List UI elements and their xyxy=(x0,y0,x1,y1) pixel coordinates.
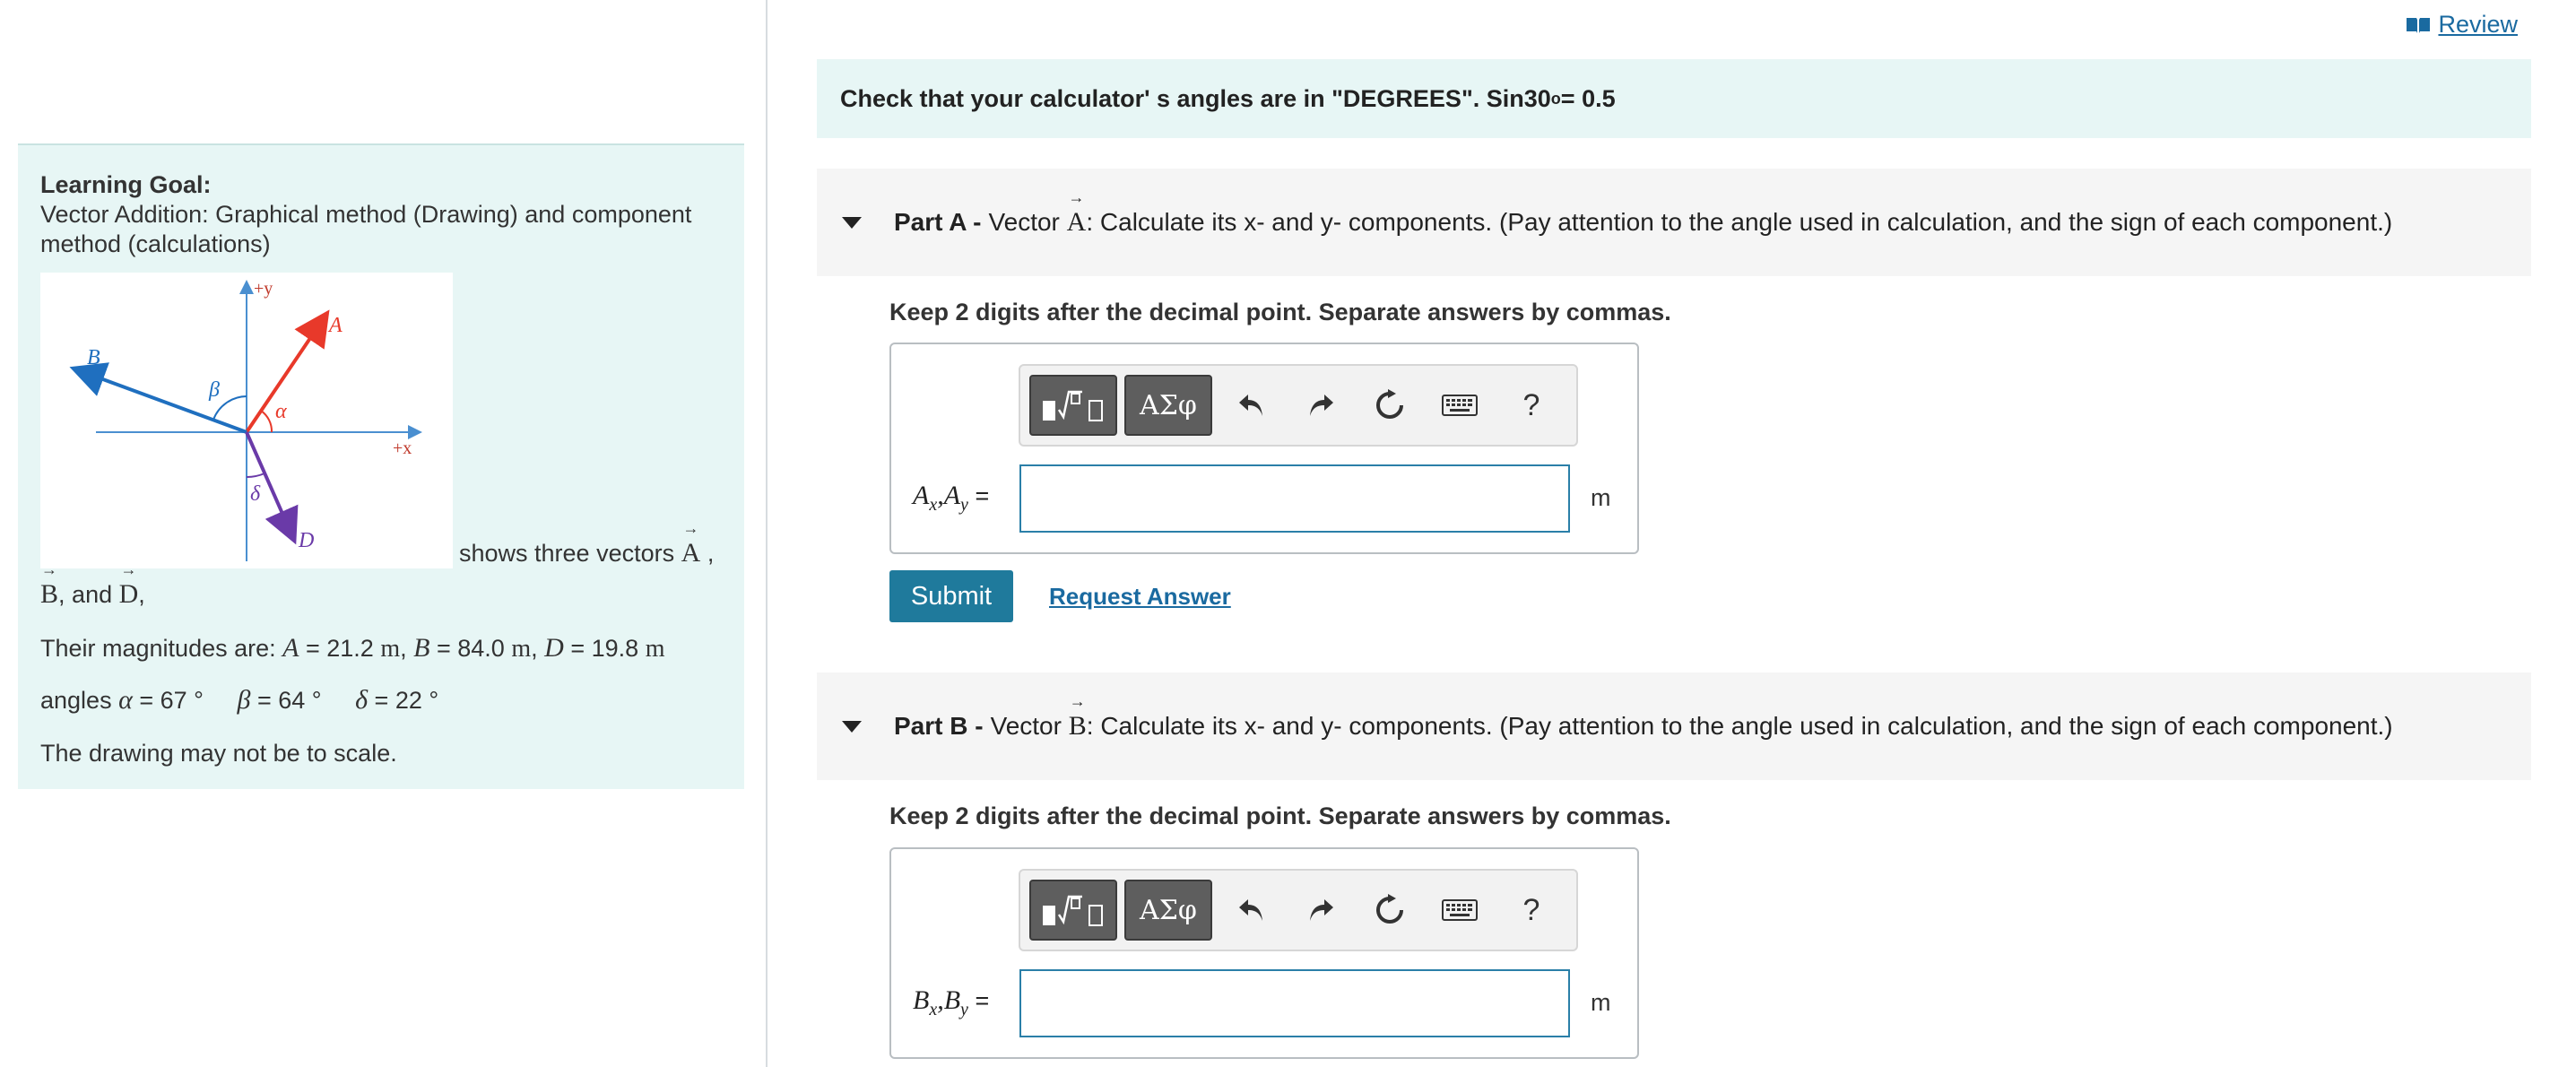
inline-vector-b: → B xyxy=(40,579,58,609)
beta-label: β xyxy=(209,378,220,402)
mag-b-symbol: B xyxy=(413,633,430,663)
caret-down-icon[interactable] xyxy=(842,721,862,733)
and-text: and xyxy=(72,581,113,608)
part-b-equals: = xyxy=(975,987,990,1014)
part-b-header[interactable] xyxy=(817,672,2531,780)
reset-icon[interactable] xyxy=(1363,378,1417,432)
mag-a-value: = 21.2 xyxy=(306,635,374,662)
alpha-label: α xyxy=(275,400,287,423)
mag-a-unit: m xyxy=(380,635,401,663)
help-icon[interactable]: ? xyxy=(1522,387,1540,422)
alpha-arc xyxy=(261,411,272,432)
beta-symbol: β xyxy=(237,685,251,715)
part-a-sub2: y xyxy=(960,495,968,515)
degrees-notice xyxy=(817,59,2531,138)
mag-d-symbol: D xyxy=(544,633,564,663)
comma-5: , xyxy=(531,635,538,662)
plus-y-label: +y xyxy=(254,279,273,299)
review-label[interactable]: Review xyxy=(2438,11,2518,38)
comma-4: , xyxy=(400,635,407,662)
mag-d-unit: m xyxy=(645,635,665,663)
keyboard-icon[interactable] xyxy=(1433,883,1487,937)
learning-goal-title: Learning Goal: xyxy=(40,171,212,198)
help-icon[interactable]: ? xyxy=(1522,892,1540,927)
delta-symbol: δ xyxy=(355,685,369,715)
part-a-sym1: A xyxy=(913,481,930,510)
part-a-math-toolbar xyxy=(1019,364,1578,447)
part-a-answer-input[interactable] xyxy=(1019,464,1570,533)
part-a-header[interactable] xyxy=(817,169,2531,276)
part-b-math-toolbar xyxy=(1019,869,1578,951)
reset-icon[interactable] xyxy=(1363,883,1417,937)
part-b-sym1: B xyxy=(913,985,930,1015)
redo-icon[interactable] xyxy=(1294,883,1348,937)
comma-2: , xyxy=(58,581,65,608)
delta-value: = 22 ° xyxy=(374,687,439,714)
comma-1: , xyxy=(707,540,715,567)
shows-three-vectors-text xyxy=(459,538,714,568)
magnitudes-line xyxy=(40,633,664,664)
request-answer-link[interactable]: Request Answer xyxy=(1049,583,1231,610)
part-a-vector-prefix: Vector xyxy=(988,208,1060,236)
part-a-answer-box xyxy=(889,343,1639,554)
scale-note: The drawing may not be to scale. xyxy=(40,740,397,767)
greek-symbols-button[interactable]: ΑΣφ xyxy=(1124,880,1212,941)
vector-a-label: A xyxy=(329,314,343,337)
submit-button[interactable]: Submit xyxy=(889,570,1013,622)
part-b-answer-box xyxy=(889,847,1639,1059)
beta-value: = 64 ° xyxy=(256,687,322,714)
vector-b-label: B xyxy=(87,346,100,369)
left-panel xyxy=(0,0,768,1067)
part-b-instruction: Keep 2 digits after the decimal point. Separate answers by commas. xyxy=(889,802,1671,829)
mag-b-unit: m xyxy=(511,635,532,663)
fraction-root-template-icon xyxy=(1037,383,1109,428)
template-button[interactable] xyxy=(1029,375,1117,436)
learning-goal-subtitle-line1: Vector Addition: Graphical method (Drawing) and component xyxy=(40,201,692,228)
part-a-sym2: A xyxy=(943,481,961,510)
delta-arc xyxy=(247,473,265,477)
vector-diagram xyxy=(40,273,453,568)
part-a-vector: → A xyxy=(1067,207,1087,238)
mag-b-value: = 84.0 xyxy=(437,635,505,662)
learning-goal-subtitle-line2: method (calculations) xyxy=(40,230,271,257)
shows-text: shows three vectors xyxy=(459,540,675,567)
part-a-description: : Calculate its x- and y- components. (Pay attention to the angle used in calculation, and the sign of each component.) xyxy=(1086,208,2393,236)
inline-vector-a: → A xyxy=(681,538,701,568)
part-b-answer-input[interactable] xyxy=(1019,969,1570,1037)
review-link[interactable] xyxy=(2406,11,2518,39)
vectors-list-line xyxy=(40,579,145,610)
fraction-root-template-icon xyxy=(1037,888,1109,933)
angles-prefix: angles xyxy=(40,687,112,714)
delta-label: δ xyxy=(250,482,261,506)
alpha-value: = 67 ° xyxy=(139,687,204,714)
learning-goal-box xyxy=(18,143,744,789)
redo-icon[interactable] xyxy=(1294,378,1348,432)
part-b-vector-prefix: Vector xyxy=(990,712,1062,740)
part-b-description: : Calculate its x- and y- components. (Pay attention to the angle used in calculation, and the sign of each component.) xyxy=(1086,712,2393,740)
alpha-symbol: α xyxy=(118,685,133,715)
part-a-instruction: Keep 2 digits after the decimal point. Separate answers by commas. xyxy=(889,299,1671,325)
vector-diagram-svg xyxy=(40,273,453,568)
comma-3: , xyxy=(138,581,145,608)
part-b-vector: → B xyxy=(1069,711,1087,742)
part-a-sub1: x xyxy=(929,495,938,515)
mag-d-value: = 19.8 xyxy=(570,635,639,662)
part-b-sub2: y xyxy=(960,1000,968,1019)
book-icon xyxy=(2406,16,2431,34)
part-b-answer-label: $B_x,B_y$ = xyxy=(913,985,990,1019)
notice-superscript: o xyxy=(1550,89,1561,108)
part-b-sub1: x xyxy=(929,1000,938,1019)
part-a-label: Part A - xyxy=(894,208,982,236)
template-button[interactable] xyxy=(1029,880,1117,941)
greek-symbols-button[interactable]: ΑΣφ xyxy=(1124,375,1212,436)
caret-down-icon[interactable] xyxy=(842,217,862,229)
vector-b-arrow xyxy=(76,369,247,432)
undo-icon[interactable] xyxy=(1225,883,1279,937)
magnitudes-prefix: Their magnitudes are: xyxy=(40,635,276,662)
notice-text-after: = 0.5 xyxy=(1560,84,1616,112)
part-b-label: Part B - xyxy=(894,712,984,740)
angles-line xyxy=(40,685,438,716)
plus-x-label: +x xyxy=(393,438,412,458)
notice-text-before: Check that your calculator' s angles are in "DEGREES". Sin30 xyxy=(840,84,1551,112)
vector-d-label: D xyxy=(299,529,315,552)
part-a-equals: = xyxy=(975,482,990,509)
keyboard-icon[interactable] xyxy=(1433,378,1487,432)
mag-a-symbol: A xyxy=(282,633,299,663)
undo-icon[interactable] xyxy=(1225,378,1279,432)
part-b-sym2: B xyxy=(943,985,961,1015)
part-a-answer-label: $A_x,A_y$ = xyxy=(913,481,990,515)
part-a-unit: m xyxy=(1591,484,1611,511)
part-b-unit: m xyxy=(1591,989,1611,1016)
inline-vector-d: → D xyxy=(119,579,139,609)
